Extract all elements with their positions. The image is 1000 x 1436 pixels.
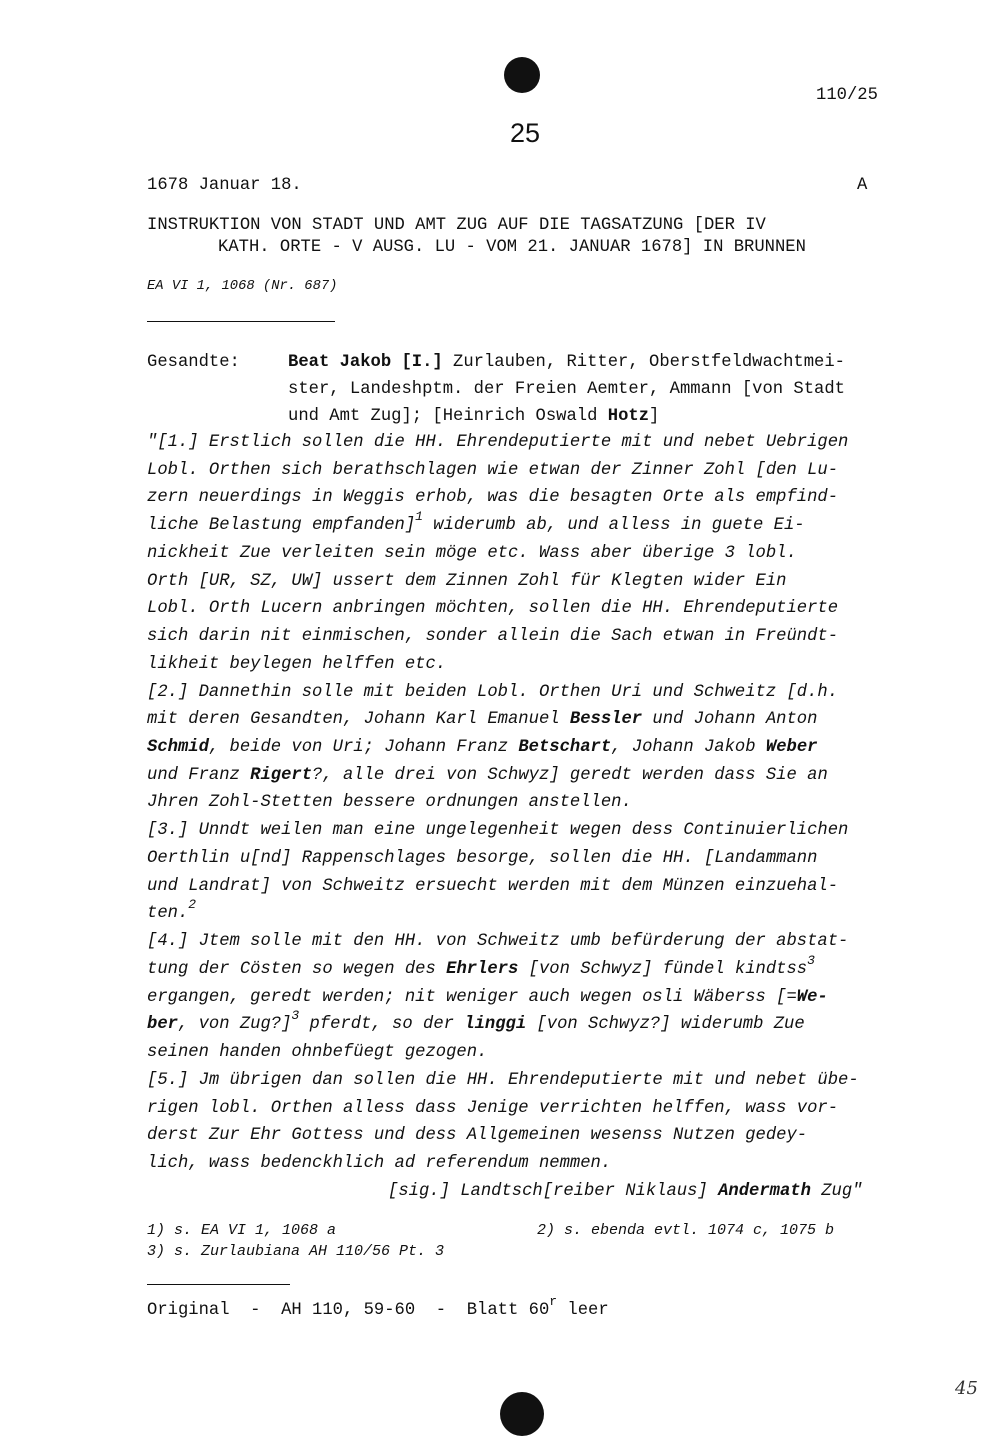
text-span: mit deren Gesandten, Johann Karl Emanuel (147, 710, 570, 729)
text-span: und Johann Anton (642, 710, 818, 729)
person-name: Ehrlers (446, 960, 519, 979)
paragraph-line: derst Zur Ehr Gottess und dess Allgemeinen wesenss Nutzen gedey- (147, 1126, 808, 1145)
paragraph-line: [3.] Unndt weilen man eine ungelegenheit wegen dess Continuierlichen (147, 821, 849, 840)
text-span: pferdt, so der (299, 1015, 465, 1034)
paragraph-line: sich darin nit einmischen, sonder allein die Sach etwan in Freündt- (147, 627, 839, 646)
envoy-text: ] (649, 407, 660, 426)
text-span: Zug" (810, 1182, 863, 1201)
envoy-text: Zurlauben, Ritter, Oberstfeldwachtmei- (442, 353, 845, 372)
title-line-1: INSTRUKTION VON STADT UND AMT ZUG AUF DIE TAGSATZUNG [DER IV (147, 216, 766, 235)
paragraph-line (147, 738, 817, 757)
text-span: [von Schwyz?] widerumb Zue (526, 1015, 805, 1034)
paragraph-line: Oerthlin u[nd] Rappenschlages besorge, sollen die HH. [Landammann (147, 849, 818, 868)
footnote-marker-3: 3 (291, 1008, 300, 1024)
punch-hole-bottom (500, 1392, 544, 1436)
paragraph-line: und Landrat] von Schweitz ersuecht werden mit dem Münzen einzuehal- (147, 877, 839, 896)
paragraph-line: zern neuerdings in Weggis erhob, was die besagten Orte als empfind- (147, 488, 839, 507)
footnote-marker-2: 2 (188, 897, 197, 913)
paragraph-line (147, 509, 805, 535)
paragraph-line: [4.] Jtem solle mit den HH. von Schweitz umb befürderung der abstat- (147, 932, 849, 951)
superscript-r: r (549, 1294, 558, 1310)
paragraph-line (147, 897, 197, 923)
paragraph-line: Lobl. Orthen sich berathschlagen wie etwan der Zinner Zohl [den Lu- (147, 461, 839, 480)
envoy-text: und Amt Zug]; [Heinrich Oswald (288, 407, 608, 426)
instruction-body (147, 433, 947, 1188)
text-span: [von Schwyz] fündel kindtss (518, 960, 808, 979)
person-name: Rigert (250, 766, 313, 785)
text-span: Original - AH 110, 59-60 - Blatt 60 (147, 1301, 550, 1320)
paragraph-line: "[1.] Erstlich sollen die HH. Ehrendeputierte mit und nebet Uebrigen (147, 433, 849, 452)
document-date: 1678 Januar 18. (147, 176, 302, 195)
footnote-2: 2) s. ebenda evtl. 1074 c, 1075 b (537, 1222, 835, 1239)
paragraph-line: Lobl. Orth Lucern anbringen möchten, sollen die HH. Ehrendeputierte (147, 599, 839, 618)
person-name: Schmid (147, 738, 209, 757)
footnote-1: 1) s. EA VI 1, 1068 a (147, 1222, 337, 1239)
person-name: linggi (464, 1015, 527, 1034)
paragraph-line (147, 988, 828, 1007)
paragraph-line: likheit beylegen helffen etc. (147, 655, 447, 674)
text-span: , beide von Uri; Johann Franz (208, 738, 519, 757)
paragraph-line: Orth [UR, SZ, UW] ussert dem Zinnen Zohl für Klegten wider Ein (147, 572, 787, 591)
footnote-divider (147, 1284, 290, 1285)
envoys-list (288, 353, 928, 433)
paragraph-line: seinen handen ohnbefüegt gezogen. (147, 1043, 488, 1062)
paragraph-line: lich, wass bedenckhlich ad referendum nemmen. (147, 1154, 612, 1173)
signature-line (388, 1182, 862, 1201)
envoys-line (288, 407, 659, 426)
person-name: Bessler (569, 710, 643, 729)
header-divider (147, 321, 335, 322)
text-span: tung der Cösten so wegen des (147, 960, 447, 979)
text-span: ergangen, geredt werden; nit weniger auch wegen osli Wäberss [= (147, 988, 797, 1007)
text-span: ?, alle drei von Schwyz] geredt werden dass Sie an (312, 766, 828, 785)
text-span: , Johann Jakob (611, 738, 766, 757)
text-span: leer (557, 1301, 609, 1320)
paragraph-line (147, 766, 828, 785)
envoy-name: Beat Jakob [I.] (288, 353, 443, 372)
text-span: ten. (147, 904, 189, 923)
handwritten-page-mark: 45 (955, 1378, 978, 1399)
person-name: Andermath (718, 1182, 811, 1201)
punch-hole-top (504, 57, 540, 93)
text-span: widerumb ab, und alless in guete Ei- (422, 516, 805, 535)
paragraph-line: [5.] Jm übrigen dan sollen die HH. Ehrendeputierte mit und nebet übe- (147, 1071, 859, 1090)
person-name: Betschart (518, 738, 612, 757)
envoys-line (288, 353, 845, 372)
title-line-2: KATH. ORTE - V AUSG. LU - VOM 21. JANUAR 1678] IN BRUNNEN (218, 238, 806, 257)
paragraph-line: Jhren Zohl-Stetten bessere ordnungen anstellen. (147, 793, 632, 812)
source-reference (147, 1294, 609, 1320)
paragraph-line: nickheit Zue verleiten sein möge etc. Wass aber überige 3 lobl. (147, 544, 797, 563)
footnote-marker-3: 3 (807, 953, 815, 969)
paragraph-line (147, 710, 817, 729)
text-span: , von Zug?] (177, 1015, 292, 1034)
text-span: [sig.] Landtsch[reiber Niklaus] (388, 1182, 719, 1201)
footnote-marker-1: 1 (415, 509, 423, 525)
paragraph-line: rigen lobl. Orthen alless dass Jenige verrichten helffen, wass vor- (147, 1099, 839, 1118)
document-letter: A (857, 176, 868, 195)
envoys-label: Gesandte: (147, 353, 240, 372)
paragraph-line (147, 953, 815, 979)
page-reference: 110/25 (816, 86, 878, 105)
person-name: Weber (765, 738, 818, 757)
envoy-name: Hotz (607, 407, 650, 426)
text-span: liche Belastung empfanden] (147, 516, 416, 535)
paragraph-line: [2.] Dannethin solle mit beiden Lobl. Orthen Uri und Schweitz [d.h. (147, 683, 839, 702)
text-span: und Franz (147, 766, 251, 785)
edition-reference: EA VI 1, 1068 (Nr. 687) (147, 279, 338, 294)
person-name: ber (147, 1015, 178, 1034)
page-number: 25 (510, 118, 541, 148)
paragraph-line (147, 1008, 805, 1034)
footnote-3: 3) s. Zurlaubiana AH 110/56 Pt. 3 (147, 1243, 445, 1260)
person-name: We- (796, 988, 828, 1007)
envoys-line: ster, Landeshptm. der Freien Aemter, Ammann [von Stadt (288, 380, 845, 399)
